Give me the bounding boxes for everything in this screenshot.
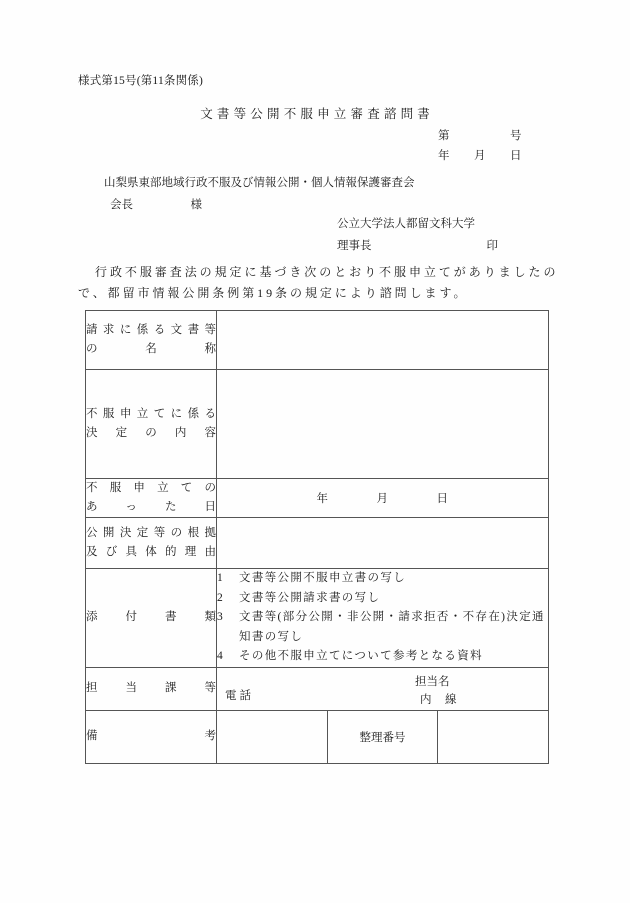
value-attachments-list [217, 569, 549, 668]
issuer-title-line: 理事長 印 [337, 240, 498, 252]
issuer-organization: 公立大学法人都留文科大学 [337, 218, 475, 230]
body-paragraph-line-2: で、都留市情報公開条例第19条の規定により諮問します。 [78, 286, 469, 300]
value-document-name[interactable] [217, 311, 549, 370]
label-decision-content-line-1: 不服申立てに係る [86, 408, 216, 420]
attachment-item [217, 647, 548, 667]
attachment-item-number: 2 [217, 591, 223, 604]
label-decision-reason-line-2: 及び具体的理由 [86, 546, 216, 558]
value-reference-number[interactable] [438, 710, 549, 763]
table-row-attachments [86, 569, 549, 668]
attachment-item [217, 569, 548, 589]
table-row-decision-reason [86, 518, 549, 569]
table-row-decision-content [86, 370, 549, 479]
value-remarks[interactable] [217, 710, 328, 763]
label-attachments [86, 569, 217, 668]
label-appeal-date [86, 479, 217, 518]
label-decision-content [86, 370, 217, 479]
addressee-chair-line: 会長 様 [110, 199, 202, 211]
table-row-remarks [86, 710, 549, 763]
table-row-document-name [86, 311, 549, 370]
body-paragraph-line-1: 行政不服審査法の規定に基づき次のとおり不服申立てがありましたの [95, 265, 559, 279]
addressee-council-name: 山梨県東部地域行政不服及び情報公開・個人情報保護審査会 [104, 177, 415, 189]
attachment-item-text: その他不服申立てについて参考となる資料 [239, 650, 483, 662]
label-staff-name: 担当名 [415, 675, 450, 688]
value-contact-details[interactable] [217, 667, 549, 710]
label-extension: 内 線 [420, 693, 458, 706]
label-telephone: 電話 [225, 689, 254, 702]
label-decision-reason [86, 518, 217, 569]
document-date-line: 年 月 日 [438, 150, 522, 162]
attachment-item-number: 1 [217, 572, 223, 584]
label-attachments-text: 添付書類 [86, 611, 216, 624]
label-decision-reason-line-1: 公開決定等の根拠 [86, 527, 216, 539]
attachment-item-text: 文書等(部分公開・非公開・請求拒否・不存在)決定通知書の写し [239, 611, 545, 643]
table-row-contact [86, 667, 549, 710]
document-number-line: 第 号 [438, 130, 522, 142]
label-reference-number: 整理番号 [327, 710, 438, 763]
label-appeal-date-line-2: あった日 [86, 501, 216, 513]
label-decision-content-line-2: 決定の内容 [86, 427, 216, 439]
label-remarks [86, 710, 217, 763]
value-decision-content[interactable] [217, 370, 549, 479]
label-document-name-line-1: 請求に係る文書等 [86, 324, 216, 336]
attachment-item-number: 3 [217, 611, 223, 623]
label-contact-department [86, 667, 217, 710]
form-table [85, 310, 549, 764]
table-row-appeal-date [86, 479, 549, 518]
attachment-item-number: 4 [217, 650, 223, 662]
document-title: 文書等公開不服申立審査諮問書 [200, 107, 434, 121]
attachment-item-text: 文書等公開請求書の写し [239, 591, 381, 604]
label-document-name [86, 311, 217, 370]
form-number: 様式第15号(第11条関係) [78, 75, 204, 87]
attachment-item [217, 608, 548, 647]
label-contact-department-text: 担当課等 [86, 682, 216, 694]
value-decision-reason[interactable] [217, 518, 549, 569]
attachment-item-text: 文書等公開不服申立書の写し [239, 572, 407, 584]
value-appeal-date[interactable]: 年 月 日 [217, 479, 549, 518]
label-remarks-text: 備考 [86, 730, 216, 742]
body-paragraph [78, 262, 559, 304]
label-appeal-date-line-1: 不服申立ての [86, 482, 216, 494]
label-document-name-line-2: の名称 [86, 343, 216, 355]
attachment-item [217, 589, 548, 609]
